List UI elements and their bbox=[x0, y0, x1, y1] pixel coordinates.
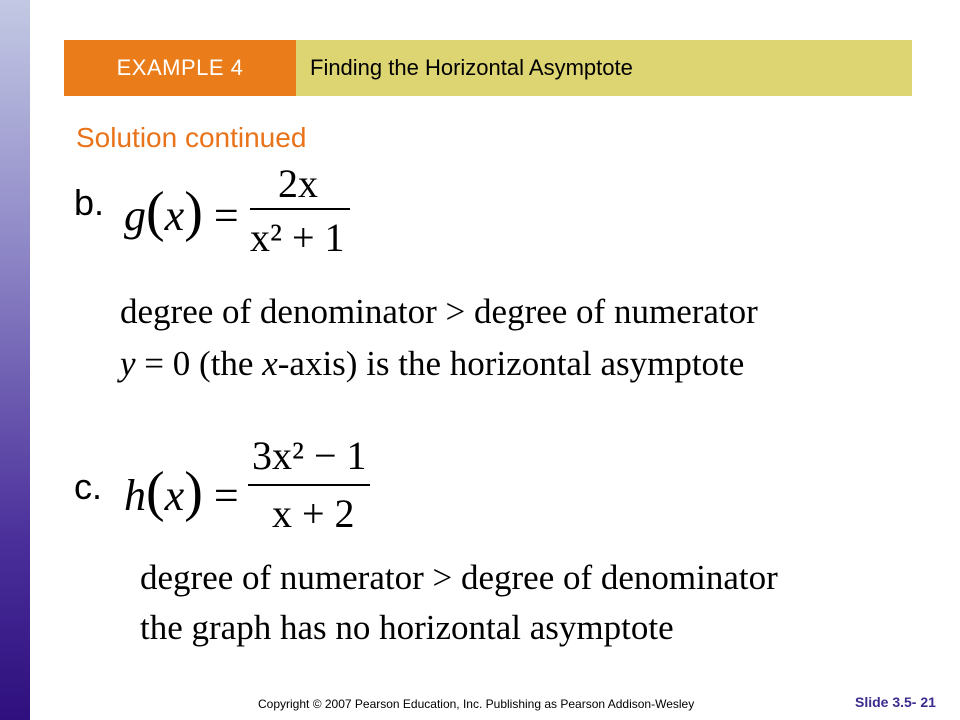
copyright-notice: Copyright © 2007 Pearson Education, Inc. Publishing as Pearson Addison-Wesley bbox=[258, 697, 695, 711]
part-b-variable: x bbox=[164, 191, 185, 240]
part-c-function-name: h bbox=[124, 471, 146, 520]
part-b-label: b. bbox=[74, 182, 105, 223]
slide-title: Finding the Horizontal Asymptote bbox=[310, 55, 633, 80]
part-c-fraction-bar bbox=[248, 484, 370, 486]
part-c-variable: x bbox=[164, 471, 185, 520]
part-b-statement-end: -axis) is the horizontal asymptote bbox=[277, 344, 745, 383]
part-c-label: c. bbox=[74, 466, 103, 507]
example-label: EXAMPLE 4 bbox=[64, 40, 296, 96]
part-b-asymptote-statement bbox=[120, 344, 744, 384]
part-b-numerator: 2x bbox=[278, 161, 318, 206]
part-c-denominator: x + 2 bbox=[272, 491, 355, 536]
part-c-degree-statement: degree of numerator > degree of denominator bbox=[140, 558, 778, 597]
part-b-fraction-bar bbox=[250, 208, 350, 210]
part-c-asymptote-statement: the graph has no horizontal asymptote bbox=[140, 608, 674, 647]
slide-number: Slide 3.5- 21 bbox=[855, 694, 936, 710]
part-b-y-var: y bbox=[120, 344, 136, 383]
solution-continued-label: Solution continued bbox=[76, 122, 307, 153]
side-gradient-bar bbox=[0, 0, 30, 720]
part-b-statement-mid: = 0 (the bbox=[135, 344, 263, 383]
part-c-lhs: h(x) = bbox=[124, 461, 239, 523]
part-b-lhs: g(x) = bbox=[124, 181, 239, 243]
part-b-degree-statement: degree of denominator > degree of numerator bbox=[120, 292, 758, 331]
part-c-numerator: 3x² − 1 bbox=[252, 433, 367, 478]
part-b-x-var: x bbox=[262, 344, 278, 383]
part-b-function-name: g bbox=[124, 191, 146, 240]
part-b-denominator: x² + 1 bbox=[250, 215, 345, 260]
